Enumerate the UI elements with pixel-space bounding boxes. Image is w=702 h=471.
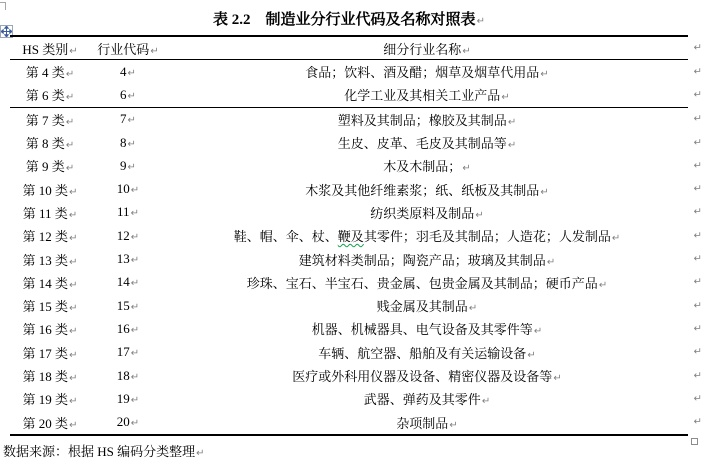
cell-end-mark: ↵ xyxy=(130,255,140,267)
code-cell: 14↵ xyxy=(116,274,140,290)
cell-end-mark: ↵ xyxy=(130,394,140,406)
cell-end-mark: ↵ xyxy=(130,231,140,243)
table-row xyxy=(10,341,702,364)
cell-end-mark: ↵ xyxy=(69,373,78,384)
category-cell: 第 10 类↵ xyxy=(22,182,78,198)
row-end-mark: ↵ xyxy=(693,183,702,195)
header-code: 行业代码↵ xyxy=(97,41,159,57)
cell-end-mark: ↵ xyxy=(65,116,75,128)
row-end-mark: ↵ xyxy=(693,137,702,149)
table-title xyxy=(10,8,688,34)
code-cell: 12↵ xyxy=(116,227,140,243)
cell-end-mark: ↵ xyxy=(69,256,78,268)
table-row xyxy=(10,131,702,154)
cell-end-mark: ↵ xyxy=(69,279,78,291)
category-cell: 第 16 类↵ xyxy=(22,322,78,338)
table-header-row xyxy=(10,37,702,60)
cell-end-mark: ↵ xyxy=(462,45,471,57)
row-end-mark: ↵ xyxy=(693,323,702,335)
table-row xyxy=(10,410,702,433)
paragraph-mark: ↵ xyxy=(196,448,205,459)
row-end-mark: ↵ xyxy=(693,370,702,381)
cell-end-mark: ↵ xyxy=(130,348,140,360)
code-cell: 15↵ xyxy=(116,297,140,313)
code-cell: 10↵ xyxy=(116,181,140,197)
cell-end-mark: ↵ xyxy=(546,256,556,268)
name-cell: 塑料及其制品；橡胶及其制品↵ xyxy=(337,112,517,128)
code-cell: 20↵ xyxy=(116,414,140,430)
cell-end-mark: ↵ xyxy=(507,116,517,128)
cell-end-mark: ↵ xyxy=(130,185,140,197)
table-row xyxy=(10,201,702,224)
category-cell: 第 14 类↵ xyxy=(22,275,78,291)
cell-end-mark: ↵ xyxy=(127,67,136,79)
category-cell: 第 20 类↵ xyxy=(22,415,78,431)
paragraph-mark: ↵ xyxy=(476,16,485,27)
table-row xyxy=(10,224,702,247)
cell-end-mark: ↵ xyxy=(68,209,78,221)
cell-end-mark: ↵ xyxy=(130,371,140,383)
cell-end-mark: ↵ xyxy=(65,163,75,175)
row-end-mark: ↵ xyxy=(693,253,702,265)
code-cell: 6↵ xyxy=(120,86,136,102)
name-cell: 杂项制品↵ xyxy=(396,415,458,431)
table-row xyxy=(10,387,702,410)
header-category: HS 类别↵ xyxy=(22,41,78,57)
cell-end-mark: ↵ xyxy=(130,324,140,336)
name-cell: 木浆及其他纤维素浆；纸、纸板及其制品↵ xyxy=(305,182,549,198)
code-cell: 8↵ xyxy=(120,134,136,150)
name-cell: 化学工业及其相关工业产品↵ xyxy=(344,88,510,104)
cell-end-mark: ↵ xyxy=(507,140,517,152)
cell-end-mark: ↵ xyxy=(150,45,159,57)
row-end-mark: ↵ xyxy=(693,346,702,358)
name-cell: 生皮、皮革、毛皮及其制品等↵ xyxy=(337,136,517,152)
cell-end-mark: ↵ xyxy=(69,349,78,361)
table-row xyxy=(10,60,702,83)
cell-end-mark: ↵ xyxy=(69,396,78,408)
cell-end-mark: ↵ xyxy=(127,90,136,102)
name-cell: 建筑材料类制品；陶瓷产品；玻璃及其制品↵ xyxy=(298,252,556,268)
data-source-note: 数据来源：根据 HS 编码分类整理↵ xyxy=(3,444,205,459)
cell-end-mark: ↵ xyxy=(130,418,140,430)
cell-end-mark: ↵ xyxy=(468,303,478,315)
cell-end-mark: ↵ xyxy=(65,140,75,152)
cell-end-mark: ↵ xyxy=(69,233,78,245)
table-title-text: 表 2.2 制造业分行业代码及名称对照表 xyxy=(213,12,476,28)
row-end-mark: ↵ xyxy=(693,160,702,172)
name-cell: 车辆、航空器、船舶及有关运输设备↵ xyxy=(318,345,536,361)
code-cell: 13↵ xyxy=(116,251,140,267)
category-cell: 第 8 类↵ xyxy=(25,136,75,152)
cell-end-mark: ↵ xyxy=(65,69,75,81)
row-end-mark: ↵ xyxy=(693,230,702,242)
cell-end-mark: ↵ xyxy=(501,92,510,104)
cell-end-mark: ↵ xyxy=(127,161,136,173)
code-cell: 4↵ xyxy=(120,63,136,79)
category-cell: 第 12 类↵ xyxy=(22,229,78,245)
cell-end-mark: ↵ xyxy=(540,69,549,81)
category-cell: 第 13 类↵ xyxy=(22,252,78,268)
row-end-mark: ↵ xyxy=(693,42,702,54)
table-row xyxy=(10,294,702,317)
name-cell: 医疗或外科用仪器及设备、精密仪器及设备等↵ xyxy=(292,369,562,384)
row-end-mark: ↵ xyxy=(693,300,702,312)
table-row xyxy=(10,247,702,270)
row-end-mark: ↵ xyxy=(693,416,702,428)
table-row xyxy=(10,364,702,387)
category-cell: 第 7 类↵ xyxy=(25,112,75,128)
category-cell: 第 11 类↵ xyxy=(22,205,78,221)
grammar-squiggle-text: 鞭及 xyxy=(337,229,364,245)
name-cell: 纺织类原料及制品↵ xyxy=(370,205,484,221)
name-cell: 鞋、帽、伞、杖、鞭及其零件；羽毛及其制品；人造花；人发制品↵ xyxy=(233,229,621,245)
cell-end-mark: ↵ xyxy=(69,419,78,431)
row-end-mark: ↵ xyxy=(693,66,702,78)
row-end-mark: ↵ xyxy=(693,89,702,101)
cell-end-mark: ↵ xyxy=(527,349,536,361)
table-row xyxy=(10,271,702,294)
cell-end-mark: ↵ xyxy=(553,373,562,384)
cell-end-mark: ↵ xyxy=(130,301,140,313)
name-cell: 机器、机械器具、电气设备及其零件等↵ xyxy=(311,322,543,338)
name-cell: 武器、弹药及其零件↵ xyxy=(363,392,491,408)
hs-code-table xyxy=(10,35,702,436)
cell-end-mark: ↵ xyxy=(65,92,75,104)
cell-end-mark: ↵ xyxy=(69,186,78,198)
code-cell: 9↵ xyxy=(120,157,136,173)
cell-end-mark: ↵ xyxy=(127,138,136,150)
name-cell: 食品；饮料、酒及醋；烟草及烟草代用品↵ xyxy=(305,65,549,81)
cell-end-mark: ↵ xyxy=(475,209,484,221)
code-cell: 18↵ xyxy=(116,367,140,383)
category-cell: 第 6 类↵ xyxy=(25,88,75,104)
cell-end-mark: ↵ xyxy=(462,163,471,175)
category-cell: 第 17 类↵ xyxy=(22,345,78,361)
category-cell: 第 15 类↵ xyxy=(22,299,78,315)
code-cell: 7↵ xyxy=(120,111,136,127)
table-row xyxy=(10,108,702,131)
cell-end-mark: ↵ xyxy=(449,419,458,431)
cell-end-mark: ↵ xyxy=(69,326,78,338)
cell-end-mark: ↵ xyxy=(130,278,140,290)
cell-end-mark: ↵ xyxy=(540,186,549,198)
row-end-mark: ↵ xyxy=(693,393,702,405)
cell-end-mark: ↵ xyxy=(127,115,136,127)
cell-end-mark: ↵ xyxy=(69,303,78,315)
code-cell: 11↵ xyxy=(117,204,139,220)
header-name: 细分行业名称↵ xyxy=(383,41,471,57)
category-cell: 第 18 类↵ xyxy=(22,369,78,384)
code-cell: 16↵ xyxy=(116,320,140,336)
code-cell: 19↵ xyxy=(116,390,140,406)
row-end-mark: ↵ xyxy=(693,113,702,125)
page-corner-crop-mark xyxy=(0,2,6,10)
cell-end-mark: ↵ xyxy=(611,233,621,245)
cell-end-mark: ↵ xyxy=(533,326,543,338)
cell-end-mark: ↵ xyxy=(130,208,139,220)
code-cell: 17↵ xyxy=(116,344,140,360)
table-row xyxy=(10,317,702,340)
table-row xyxy=(10,177,702,200)
category-cell: 第 19 类↵ xyxy=(22,392,78,408)
row-end-mark: ↵ xyxy=(693,276,702,288)
cell-end-mark: ↵ xyxy=(69,45,78,57)
name-cell: 木及木制品；↵ xyxy=(383,159,471,175)
cell-end-mark: ↵ xyxy=(598,279,608,291)
row-end-mark: ↵ xyxy=(693,206,702,218)
table-row xyxy=(10,83,702,107)
table-row xyxy=(10,154,702,177)
cell-end-mark: ↵ xyxy=(481,396,491,408)
category-cell: 第 9 类↵ xyxy=(25,159,75,175)
category-cell: 第 4 类↵ xyxy=(25,65,75,81)
name-cell: 珍珠、宝石、半宝石、贵金属、包贵金属及其制品；硬币产品↵ xyxy=(246,275,608,291)
name-cell: 贱金属及其制品↵ xyxy=(376,299,478,315)
table-resize-handle[interactable] xyxy=(691,438,698,445)
